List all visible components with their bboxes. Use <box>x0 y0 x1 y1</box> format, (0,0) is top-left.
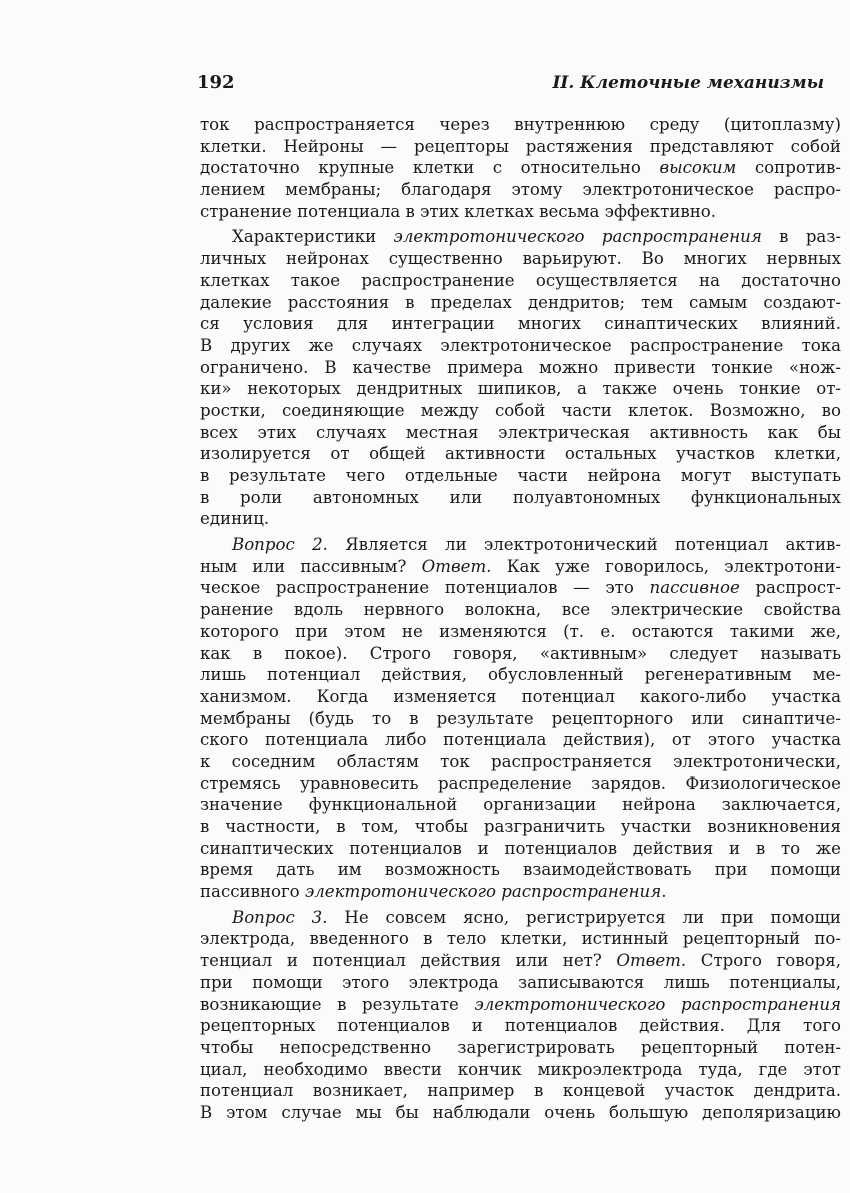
text-line: стремясь уравновесить распределение зарядов. Физиологическое <box>200 773 841 793</box>
running-head-title: II. Клеточные механизмы <box>552 73 824 93</box>
text-line: ток распространяется через внутреннюю среду (цитоплазму) <box>200 115 841 134</box>
page-number: 192 <box>197 72 235 93</box>
text-line: клетках такое распространение осуществляется на достаточно <box>200 270 841 290</box>
paragraph <box>200 226 841 530</box>
text-line: при помощи этого электрода записываются лишь потенциалы, <box>200 972 841 992</box>
text-line: ского потенциала либо потенциала действия), от этого участка <box>200 730 841 750</box>
text-line: лишь потенциал действия, обусловленный регенеративным ме- <box>200 665 841 685</box>
text-line: ханизмом. Когда изменяется потенциал какого-либо участка <box>200 686 841 706</box>
body-text <box>200 114 841 1124</box>
text-line: клетки. Нейроны — рецепторы растяжения представляют собой <box>200 136 841 156</box>
text-line: циал, необходимо ввести кончик микроэлектрода туда, где этот <box>200 1059 841 1079</box>
paragraph <box>200 534 841 903</box>
text-line: которого при этом не изменяются (т. е. остаются такими же, <box>200 621 841 641</box>
text-line: ческое распространение потенциалов — это пассивное распрост- <box>200 578 841 598</box>
text-line: возникающие в результате электротонического распространения <box>200 994 841 1014</box>
text-line: изолируется от общей активности остальных участков клетки, <box>200 444 841 464</box>
text-line: всех этих случаях местная электрическая активность как бы <box>200 422 841 442</box>
text-line: тенциал и потенциал действия или нет? Ответ. Строго говоря, <box>200 951 841 971</box>
text-line: В этом случае мы бы наблюдали очень большую деполяризацию <box>200 1102 841 1122</box>
text-line: к соседним областям ток распространяется электротонически, <box>200 751 841 771</box>
text-line: ки» некоторых дендритных шипиков, а также очень тонкие от- <box>200 379 841 399</box>
text-line: странение потенциала в этих клетках весьма эффективно. <box>200 201 717 221</box>
text-line: достаточно крупные клетки с относительно высоким сопротив- <box>200 158 841 178</box>
text-line: время дать им возможность взаимодействовать при помощи <box>200 860 841 880</box>
text-line: далекие расстояния в пределах дендритов; тем самым создают- <box>200 292 841 312</box>
text-line: в результате чего отдельные части нейрона могут выступать <box>200 466 841 485</box>
text-line: личных нейронах существенно варьируют. Во многих нервных <box>200 249 841 269</box>
text-line: электрода, введенного в тело клетки, истинный рецепторный по- <box>200 929 841 949</box>
text-line: ростки, соединяющие между собой части клеток. Возможно, во <box>200 400 841 420</box>
text-line: лением мембраны; благодаря этому электротоническое распро- <box>200 180 841 200</box>
text-line: ограничено. В качестве примера можно привести тонкие «нож- <box>200 357 841 377</box>
text-line: ранение вдоль нервного волокна, все электрические свойства <box>200 600 841 620</box>
text-line: значение функциональной организации нейрона заключается, <box>200 795 841 815</box>
text-line: потенциал возникает, например в концевой участок дендрита. <box>200 1081 841 1101</box>
text-line: чтобы непосредственно зарегистрировать рецепторный потен- <box>200 1037 841 1057</box>
text-line: единиц. <box>200 509 270 529</box>
text-line: рецепторных потенциалов и потенциалов действия. Для того <box>200 1016 841 1036</box>
text-line: пассивного электротонического распространения. <box>200 882 667 902</box>
text-line: В других же случаях электротоническое распространение тока <box>200 335 841 355</box>
text-line: ся условия для интеграции многих синаптических влияний. <box>200 314 841 334</box>
text-line: ным или пассивным? Ответ. Как уже говорилось, электротони- <box>200 556 841 576</box>
paragraph <box>200 907 841 1124</box>
text-line: синаптических потенциалов и потенциалов действия и в то же <box>200 838 841 858</box>
text-line: Вопрос 3. Не совсем ясно, регистрируется ли при помощи <box>232 907 841 927</box>
text-line: Вопрос 2. Является ли электротонический потенциал актив- <box>232 535 841 555</box>
text-line: как в покое). Строго говоря, «активным» следует называть <box>200 643 841 663</box>
text-line: в роли автономных или полуавтономных функциональных <box>200 487 841 507</box>
text-line: в частности, в том, чтобы разграничить участки возникновения <box>200 817 841 836</box>
text-line: Характеристики электротонического распространения в раз- <box>232 227 841 247</box>
paragraph <box>200 114 841 222</box>
text-line: мембраны (будь то в результате рецепторного или синаптиче- <box>200 708 841 728</box>
